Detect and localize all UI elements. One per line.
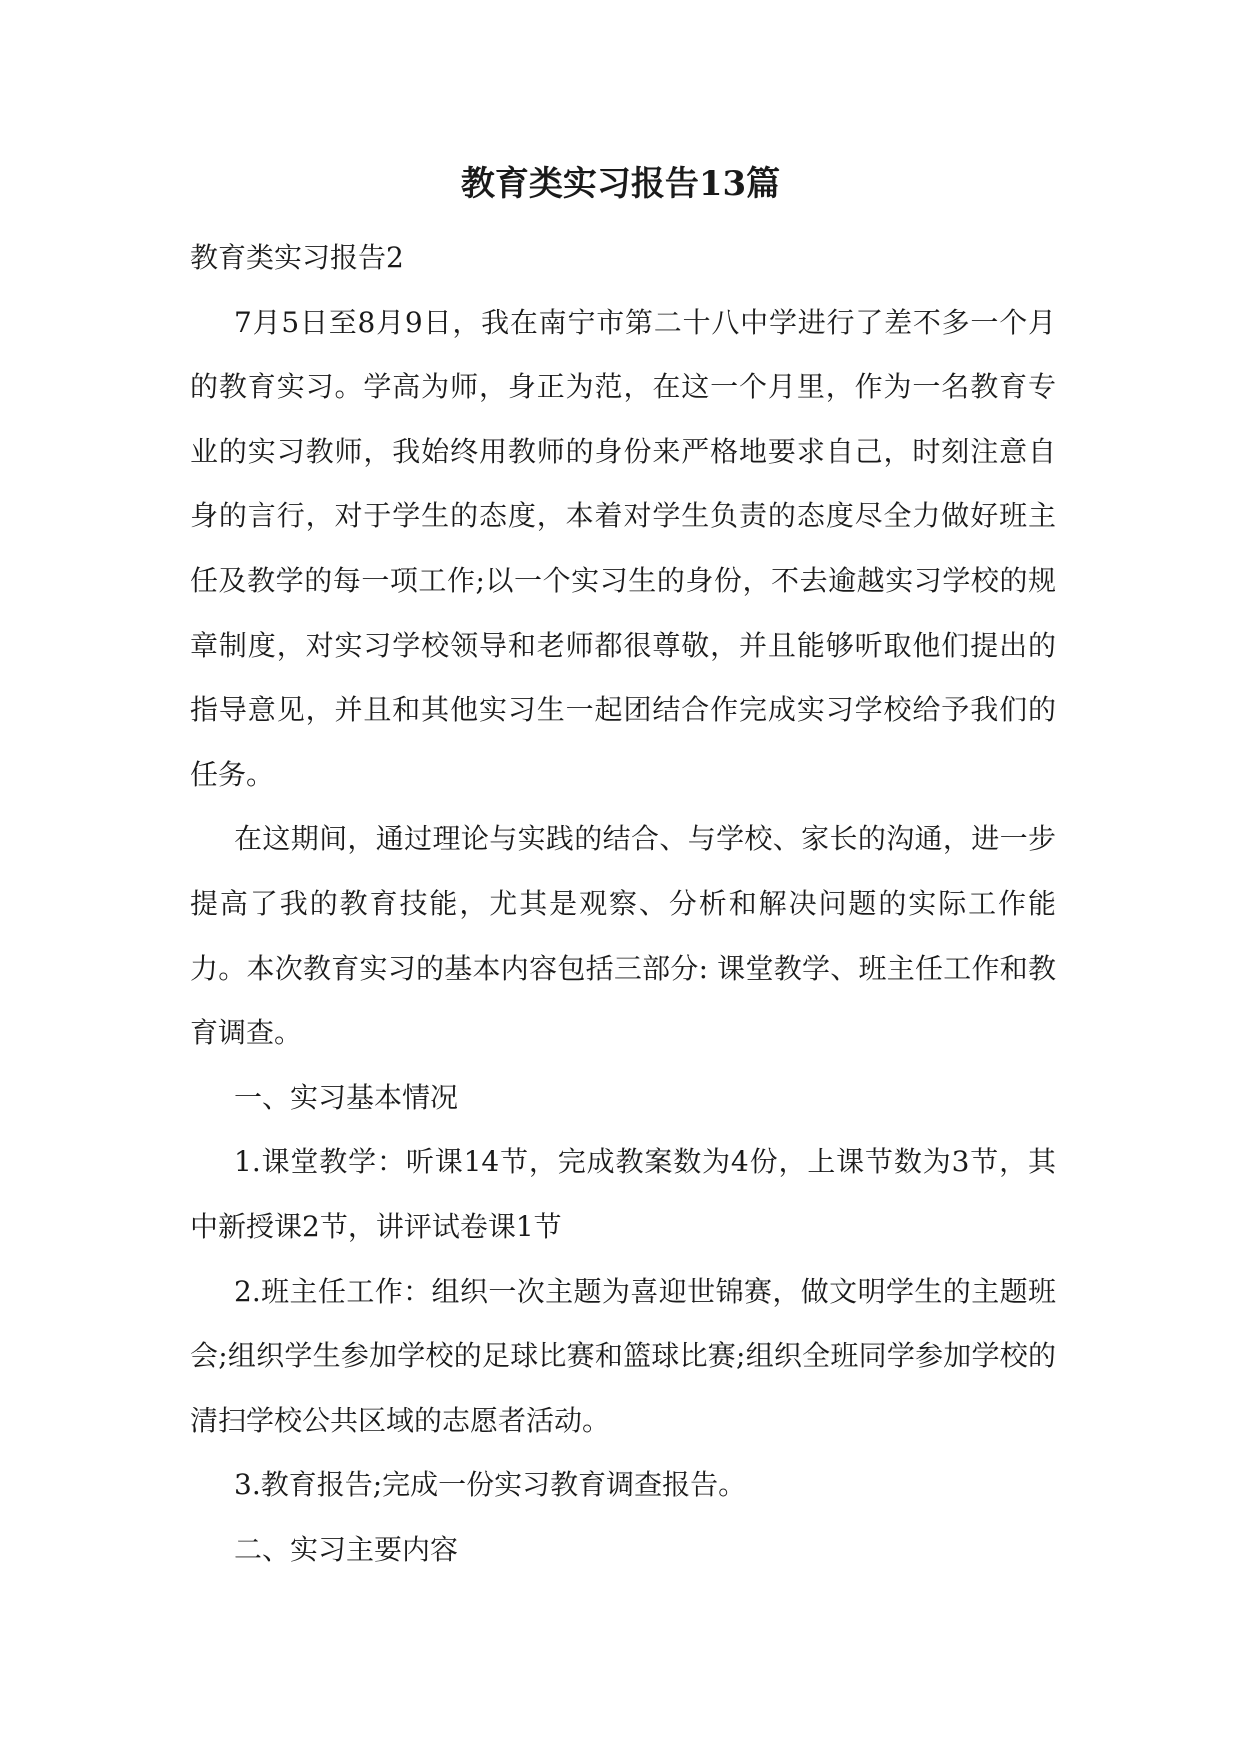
section-heading-main: 二、实习主要内容 — [234, 1532, 459, 1566]
document-body — [190, 226, 1056, 1582]
list-item-class-teacher: 2.班主任工作：组织一次主题为喜迎世锦赛，做文明学生的主题班会;组织学生参加学校的足球比赛和篮球比赛;组织全班同学参加学校的清扫学校公共区域的志愿者活动。 — [190, 1274, 1056, 1437]
list-item-teaching: 1.课堂教学：听课14节，完成教案数为4份，上课节数为3节，其中新授课2节，讲评试卷课1节 — [190, 1145, 1056, 1243]
section-heading-basic: 一、实习基本情况 — [234, 1080, 459, 1114]
document-title: 教育类实习报告13篇 — [460, 164, 781, 204]
list-item-report: 3.教育报告;完成一份实习教育调查报告。 — [234, 1468, 747, 1502]
paragraph-intro: 7月5日至8月9日，我在南宁市第二十八中学进行了差不多一个月的教育实习。学高为师，身正为范，在这一个月里，作为一名教育专业的实习教师，我始终用教师的身份来严格地要求自己，时刻注意自身的言行，对于学生的态度，本着对学生负责的态度尽全力做好班主任及教学的每一项工作;以一个实习生的身份，不去逾越实习学校的规章制度，对实习学校领导和老师都很尊敬，并且能够听取他们提出的指导意见，并且和其他实习生一起团结合作完成实习学校给予我们的任务。 — [190, 305, 1056, 791]
report-subtitle: 教育类实习报告2 — [190, 241, 404, 274]
paragraph-period: 在这期间，通过理论与实践的结合、与学校、家长的沟通，进一步提高了我的教育技能，尤其是观察、分析和解决问题的实际工作能力。本次教育实习的基本内容包括三部分: 课堂教学、班主任工作和教育调查。 — [190, 822, 1056, 1050]
